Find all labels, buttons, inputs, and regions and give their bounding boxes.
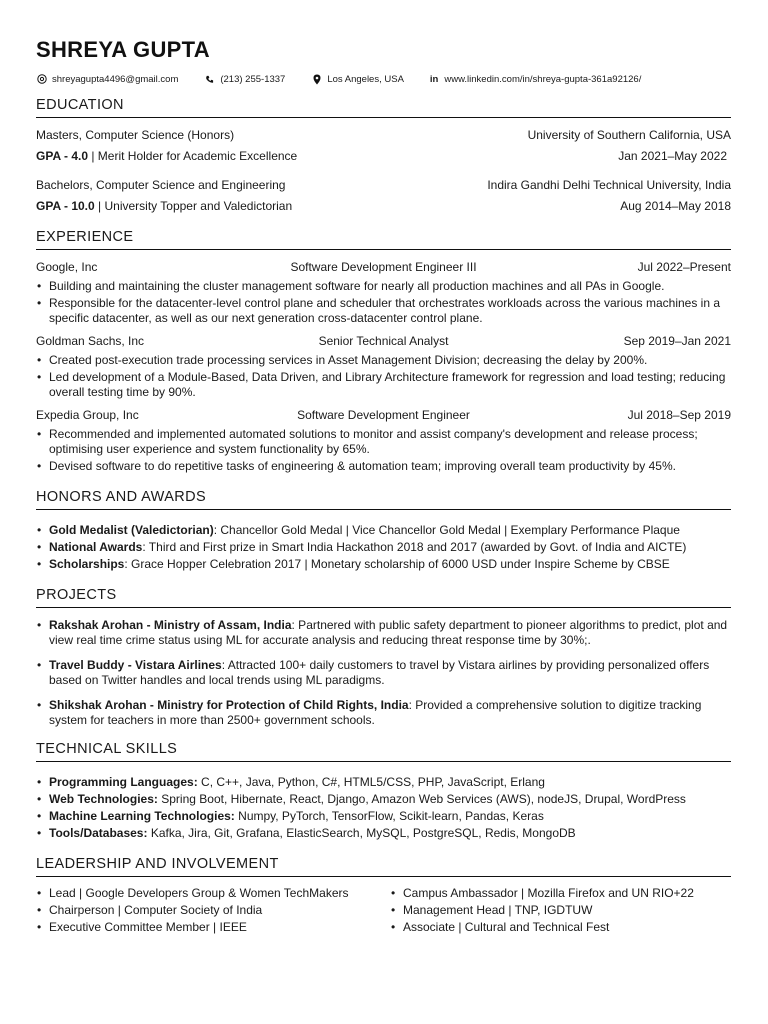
- at-icon: [36, 74, 47, 85]
- honors-section: [36, 488, 731, 572]
- gpa-note: | Merit Holder for Academic Excellence: [88, 149, 298, 163]
- education-entry: [36, 178, 731, 214]
- item-label: Tools/Databases:: [49, 826, 148, 840]
- leadership-heading: LEADERSHIP AND INVOLVEMENT: [36, 855, 731, 877]
- candidate-name: SHREYA GUPTA: [36, 37, 210, 62]
- list-item: • Recommended and implemented automated solutions to monitor and assist company's development and release process; optimising user experience and system functionality by 65%.: [36, 427, 731, 457]
- resume-page: [36, 36, 731, 937]
- phone-text: (213) 255-1337: [220, 73, 286, 85]
- projects-heading: PROJECTS: [36, 586, 731, 608]
- item-label: Rakshak Arohan - Ministry of Assam, India: [49, 618, 292, 632]
- education-heading: EDUCATION: [36, 96, 731, 118]
- education-dates: Jan 2021–May 2022: [618, 149, 727, 163]
- education-section: [36, 96, 731, 214]
- experience-section: [36, 228, 731, 474]
- degree: Masters, Computer Science (Honors): [36, 128, 235, 142]
- contact-linkedin[interactable]: [430, 74, 641, 85]
- contact-location: [311, 74, 404, 85]
- honors-heading: HONORS AND AWARDS: [36, 488, 731, 510]
- item-text: : Partnered with public safety department to pioneer algorithms to predict, plot and view real time crime status using ML for accurate analysis and reducing threat response time by 30%;.: [49, 618, 728, 647]
- degree: Bachelors, Computer Science and Engineering: [36, 178, 286, 192]
- item-text: : Third and First prize in Smart India Hackathon 2018 and 2017 (awarded by Govt. of India and AICTE): [142, 540, 687, 554]
- leadership-list-left: [36, 886, 390, 937]
- skills-heading: TECHNICAL SKILLS: [36, 740, 731, 762]
- list-item: [36, 792, 731, 807]
- list-item: [36, 809, 731, 824]
- job-role: Software Development Engineer III: [290, 260, 477, 274]
- list-item: • Executive Committee Member | IEEE: [36, 920, 390, 935]
- item-label: Scholarships: [49, 557, 125, 571]
- leadership-columns: [36, 886, 731, 937]
- job-bullets: [36, 427, 731, 474]
- item-text: : Provided a comprehensive solution to digitize tracking system for teachers in more than 2500+ government schools.: [49, 698, 702, 727]
- list-item: [36, 826, 731, 841]
- item-text: : Grace Hopper Celebration 2017 | Monetary scholarship of 6000 USD under Inspire Scheme by CBSE: [124, 557, 670, 571]
- item-label: Travel Buddy - Vistara Airlines: [49, 658, 222, 672]
- gpa-line: [36, 149, 297, 164]
- school: University of Southern California, USA: [527, 128, 731, 142]
- job-bullets: [36, 353, 731, 400]
- item-label: National Awards: [49, 540, 143, 554]
- item-label: Shikshak Arohan - Ministry for Protection of Child Rights, India: [49, 698, 409, 712]
- item-label: Programming Languages:: [49, 775, 198, 789]
- list-item: • Created post-execution trade processing services in Asset Management Division; decreasing the delay by 200%.: [36, 353, 731, 368]
- linkedin-text: www.linkedin.com/in/shreya-gupta-361a92126/: [444, 73, 642, 85]
- location-pin-icon: [311, 74, 322, 85]
- education-dates: Aug 2014–May 2018: [620, 199, 731, 213]
- item-label: Machine Learning Technologies:: [49, 809, 235, 823]
- list-item: • Campus Ambassador | Mozilla Firefox and UN RIO+22: [390, 886, 731, 901]
- job-role: Software Development Engineer: [297, 408, 470, 422]
- list-item: • Associate | Cultural and Technical Fest: [390, 920, 731, 935]
- gpa-note: | University Topper and Valedictorian: [94, 199, 293, 213]
- location-text: Los Angeles, USA: [327, 73, 404, 85]
- list-item: [36, 540, 731, 555]
- contact-phone[interactable]: [204, 74, 285, 85]
- list-item: [36, 775, 731, 790]
- contact-email[interactable]: [36, 74, 178, 85]
- leadership-list-right: [390, 886, 731, 937]
- honors-list: [36, 523, 731, 572]
- job-dates: Sep 2019–Jan 2021: [623, 334, 731, 348]
- skills-section: [36, 740, 731, 841]
- gpa-line: [36, 199, 292, 214]
- company: Google, Inc: [36, 260, 98, 274]
- list-item: [36, 698, 731, 728]
- item-text: : Chancellor Gold Medal | Vice Chancellor Gold Medal | Exemplary Performance Plaque: [213, 523, 680, 537]
- school: Indira Gandhi Delhi Technical University, India: [487, 178, 731, 192]
- leadership-section: [36, 855, 731, 937]
- item-label: Web Technologies:: [49, 792, 158, 806]
- projects-section: [36, 586, 731, 728]
- phone-icon: [204, 74, 215, 85]
- job-dates: Jul 2022–Present: [637, 260, 731, 274]
- job-dates: Jul 2018–Sep 2019: [627, 408, 731, 422]
- experience-heading: EXPERIENCE: [36, 228, 731, 250]
- job-bullets: [36, 279, 731, 326]
- item-text: Spring Boot, Hibernate, React, Django, Amazon Web Services (AWS), nodeJS, Drupal, WordPress: [157, 792, 686, 806]
- contact-bar: [36, 72, 731, 86]
- gpa-label: GPA - 4.0: [36, 149, 89, 163]
- item-text: Numpy, PyTorch, TensorFlow, Scikit-learn, Pandas, Keras: [234, 809, 544, 823]
- list-item: [36, 557, 731, 572]
- email-text: shreyagupta4496@gmail.com: [52, 73, 179, 85]
- list-item: • Devised software to do repetitive tasks of engineering & automation team; improving overall team productivity by 45%.: [36, 459, 731, 474]
- item-text: Kafka, Jira, Git, Grafana, ElasticSearch, MySQL, PostgreSQL, Redis, MongoDB: [147, 826, 576, 840]
- list-item: • Responsible for the datacenter-level control plane and scheduler that orchestrates workloads across the various machines in a specific datacenter, as well as our next generation cross-datacenter control plane.: [36, 296, 731, 326]
- list-item: [36, 658, 731, 688]
- list-item: [36, 523, 731, 538]
- list-item: • Building and maintaining the cluster management software for nearly all production machines and all PAs in Google.: [36, 279, 731, 294]
- gpa-label: GPA - 10.0: [36, 199, 95, 213]
- list-item: • Management Head | TNP, IGDTUW: [390, 903, 731, 918]
- list-item: [36, 618, 731, 648]
- item-text: C, C++, Java, Python, C#, HTML5/CSS, PHP, JavaScript, Erlang: [197, 775, 545, 789]
- list-item: • Led development of a Module-Based, Data Driven, and Library Architecture framework for regression and load testing; reducing overall testing time by 90%.: [36, 370, 731, 400]
- item-text: : Attracted 100+ daily customers to travel by Vistara airlines by providing personalized offers based on Twitter handles and local trends using ML paradigms.: [49, 658, 710, 687]
- linkedin-icon: in: [429, 73, 439, 85]
- list-item: • Chairperson | Computer Society of India: [36, 903, 390, 918]
- company: Goldman Sachs, Inc: [36, 334, 145, 348]
- job-entry: [36, 408, 731, 474]
- job-entry: [36, 260, 731, 326]
- job-entry: [36, 334, 731, 400]
- item-label: Gold Medalist (Valedictorian): [49, 523, 214, 537]
- job-role: Senior Technical Analyst: [318, 334, 449, 348]
- projects-list: [36, 618, 731, 728]
- education-entry: [36, 128, 731, 164]
- skills-list: [36, 775, 731, 841]
- company: Expedia Group, Inc: [36, 408, 139, 422]
- list-item: • Lead | Google Developers Group & Women TechMakers: [36, 886, 390, 901]
